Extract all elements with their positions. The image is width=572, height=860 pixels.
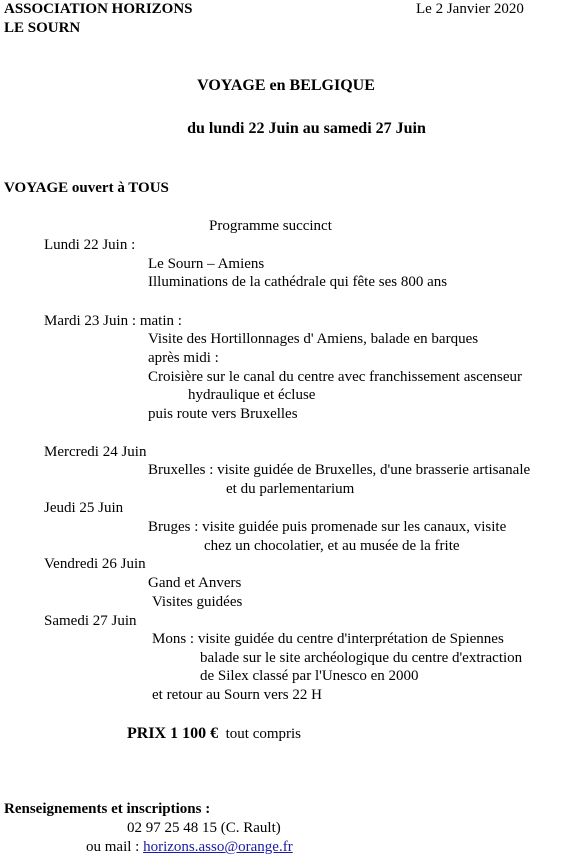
day-line: Croisière sur le canal du centre avec franchissement ascenseur (148, 369, 522, 385)
day-label: Mercredi 24 Juin (44, 444, 147, 460)
day-line: puis route vers Bruxelles (148, 406, 298, 422)
day-label: Mardi 23 Juin : matin : (44, 313, 182, 329)
day-line: balade sur le site archéologique du centre d'extraction (200, 650, 523, 666)
price-note: tout compris (225, 726, 302, 742)
contact-heading: Renseignements et inscriptions : (4, 801, 211, 817)
day-line: Bruges : visite guidée puis promenade sur les canaux, visite (148, 519, 507, 535)
org-location: LE SOURN (4, 20, 81, 36)
email-link[interactable]: horizons.asso@orange.fr (143, 839, 293, 855)
day-line: Visites guidées (152, 594, 243, 610)
day-line: et du parlementarium (226, 481, 355, 497)
price-line (127, 725, 301, 743)
contact-phone: 02 97 25 48 15 (C. Rault) (127, 820, 281, 836)
day-line: Bruxelles : visite guidée de Bruxelles, d'une brasserie artisanale (148, 462, 531, 478)
document-date: Le 2 Janvier 2020 (416, 1, 524, 17)
day-line: hydraulique et écluse (188, 387, 316, 403)
day-label: Lundi 22 Juin : (44, 237, 136, 253)
day-line: et retour au Sourn vers 22 H (152, 687, 322, 703)
day-label: Jeudi 25 Juin (44, 500, 124, 516)
day-line: Illuminations de la cathédrale qui fête ses 800 ans (148, 274, 448, 290)
day-label: Vendredi 26 Juin (44, 556, 146, 572)
contact-mail (86, 838, 293, 856)
day-line: Visite des Hortillonnages d' Amiens, balade en barques (148, 331, 479, 347)
program-heading: Programme succinct (209, 218, 332, 234)
trip-dates: du lundi 22 Juin au samedi 27 Juin (187, 120, 426, 137)
day-line: de Silex classé par l'Unesco en 2000 (200, 668, 419, 684)
document-title: VOYAGE en BELGIQUE (197, 77, 375, 94)
price-amount: PRIX 1 100 € (127, 725, 219, 742)
day-line: après midi : (148, 350, 219, 366)
day-label: Samedi 27 Juin (44, 613, 137, 629)
day-line: Gand et Anvers (148, 575, 242, 591)
open-to-all: VOYAGE ouvert à TOUS (4, 180, 169, 196)
mail-label: ou mail : (86, 839, 140, 855)
day-line: chez un chocolatier, et au musée de la frite (204, 538, 460, 554)
day-line: Mons : visite guidée du centre d'interprétation de Spiennes (152, 631, 504, 647)
org-name: ASSOCIATION HORIZONS (4, 1, 193, 17)
day-line: Le Sourn – Amiens (148, 256, 265, 272)
